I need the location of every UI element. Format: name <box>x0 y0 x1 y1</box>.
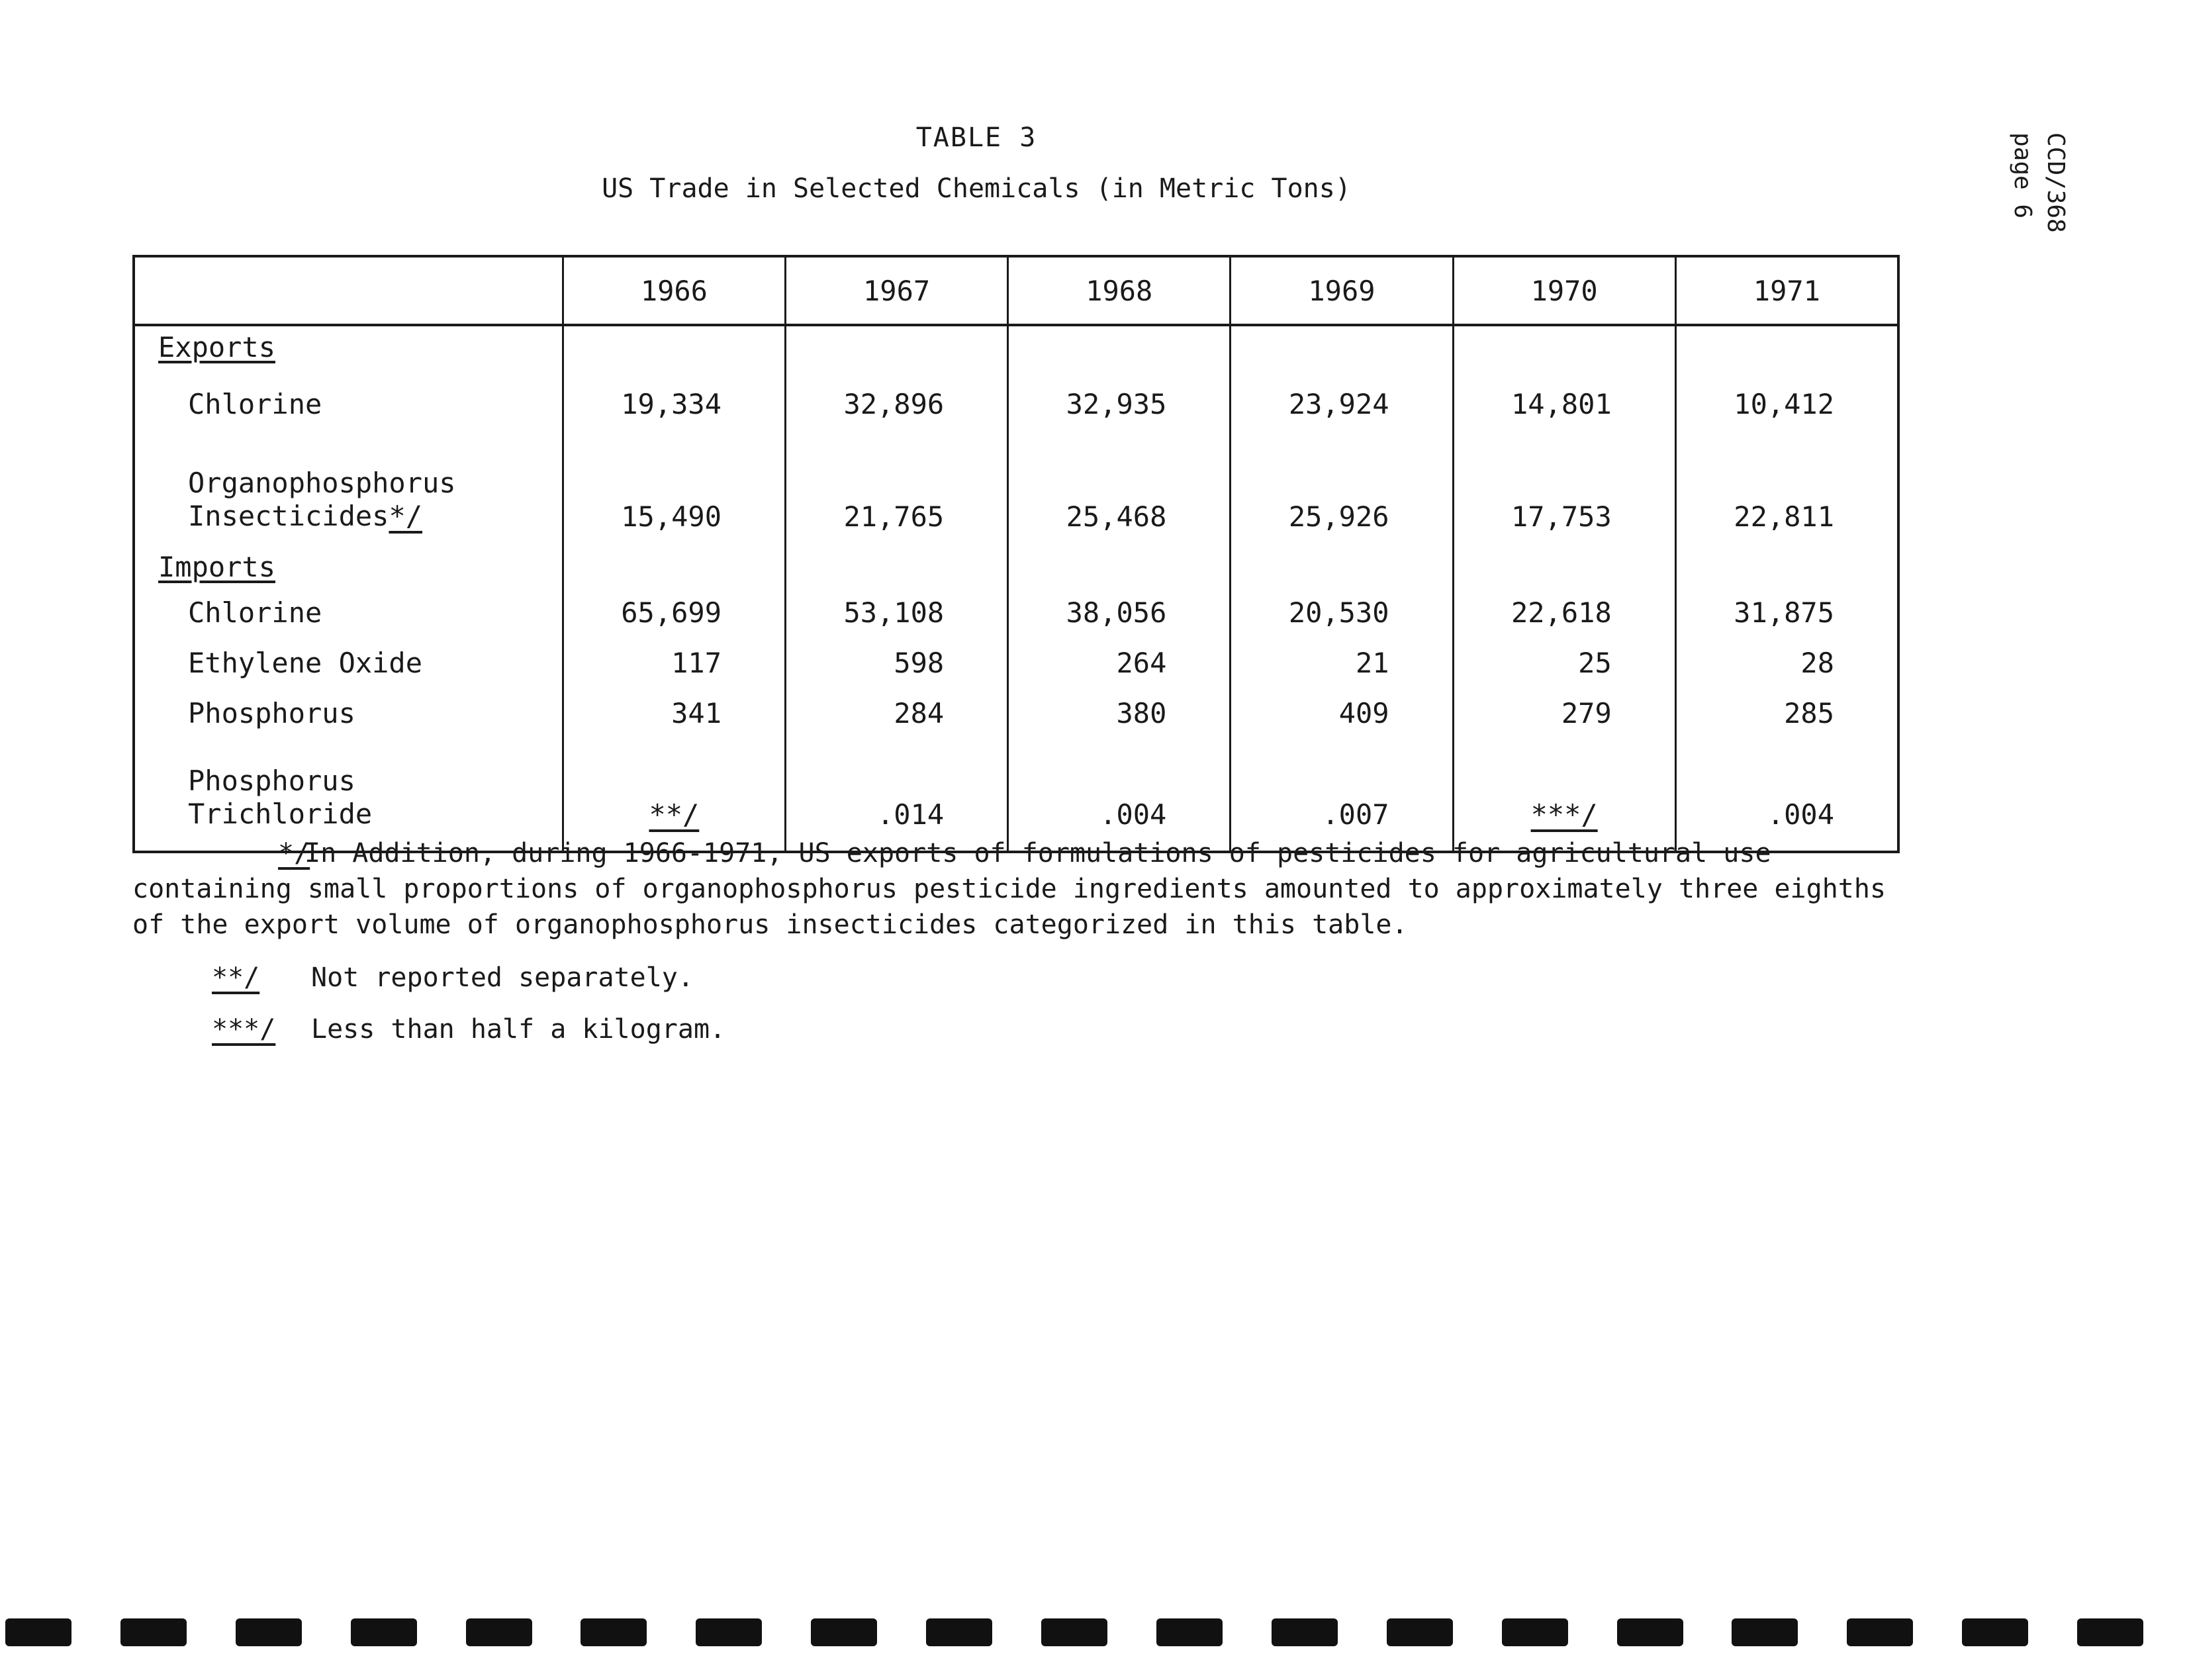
table-row-imports-chlorine <box>134 587 1898 637</box>
footnote-2-text: Not reported separately. <box>311 962 694 993</box>
cell-value: 14,801 <box>1453 367 1675 440</box>
cell-value: 117 <box>563 637 785 688</box>
punch-mark <box>2077 1618 2143 1646</box>
punch-mark <box>1732 1618 1798 1646</box>
punch-mark <box>5 1618 71 1646</box>
table-row-imports-ethylene-oxide <box>134 637 1898 688</box>
punch-hole-strip <box>0 1618 2187 1652</box>
punch-mark <box>811 1618 877 1646</box>
header-year-1970: 1970 <box>1453 256 1675 325</box>
footnote-2-marker: **/ <box>212 962 260 993</box>
cell-value: 17,753 <box>1453 440 1675 546</box>
footnote-1-text: In Addition, during 1966-1971, US exports of formulations of pesticides for agricultural use containing small proportions of organophosphorus pesticide ingredients amounted to approximately three eighths of the export volume of organophosphorus insecticides categorized in this table. <box>132 838 1886 940</box>
cell-value: 598 <box>785 637 1007 688</box>
cell-value: 28 <box>1675 637 1898 688</box>
cell-value: .007 <box>1231 738 1453 852</box>
cell-value: 32,935 <box>1008 367 1231 440</box>
cell-value: 25,926 <box>1231 440 1453 546</box>
punch-mark <box>926 1618 992 1646</box>
punch-mark <box>1617 1618 1683 1646</box>
row-label: Phosphorus Trichloride <box>134 738 563 852</box>
table-row-exports-organophosphorus <box>134 440 1898 546</box>
punch-mark <box>236 1618 302 1646</box>
footnote-2 <box>132 960 1906 996</box>
punch-mark <box>1387 1618 1453 1646</box>
table-header-row <box>134 256 1898 325</box>
table-title: US Trade in Selected Chemicals (in Metric Tons) <box>602 173 1351 204</box>
cell-value: 10,412 <box>1675 367 1898 440</box>
cell-value: 19,334 <box>563 367 785 440</box>
cell-value: 285 <box>1675 688 1898 738</box>
punch-mark <box>1502 1618 1568 1646</box>
footnote-3 <box>132 1011 1906 1047</box>
footnote-marker: */ <box>389 500 423 532</box>
table-row-imports-phosphorus <box>134 688 1898 738</box>
section-heading-exports: Exports <box>134 325 563 367</box>
punch-mark <box>696 1618 762 1646</box>
cell-value: .014 <box>785 738 1007 852</box>
cell-value: 284 <box>785 688 1007 738</box>
punch-mark <box>1962 1618 2028 1646</box>
row-label: Phosphorus <box>134 688 563 738</box>
section-row-exports <box>134 325 1898 367</box>
cell-value: 53,108 <box>785 587 1007 637</box>
cell-value: 22,811 <box>1675 440 1898 546</box>
cell-value: 409 <box>1231 688 1453 738</box>
header-year-1971: 1971 <box>1675 256 1898 325</box>
punch-mark <box>581 1618 647 1646</box>
cell-value: 341 <box>563 688 785 738</box>
cell-value: 65,699 <box>563 587 785 637</box>
cell-value: ***/ <box>1453 738 1675 852</box>
section-row-imports <box>134 546 1898 587</box>
document-code: CCD/368 <box>2042 132 2069 233</box>
cell-value: 23,924 <box>1231 367 1453 440</box>
punch-mark <box>351 1618 417 1646</box>
footnote-1-marker: */ <box>278 838 310 868</box>
cell-value: 279 <box>1453 688 1675 738</box>
header-year-1969: 1969 <box>1231 256 1453 325</box>
punch-mark <box>1272 1618 1338 1646</box>
punch-mark <box>1041 1618 1107 1646</box>
cell-value: 38,056 <box>1008 587 1231 637</box>
cell-value: 32,896 <box>785 367 1007 440</box>
punch-mark <box>1847 1618 1913 1646</box>
punch-mark <box>120 1618 187 1646</box>
page-number: page 6 <box>2009 132 2036 219</box>
header-year-1968: 1968 <box>1008 256 1231 325</box>
cell-value: .004 <box>1675 738 1898 852</box>
footnote-3-text: Less than half a kilogram. <box>311 1014 726 1045</box>
page-identifier <box>1939 132 2072 304</box>
row-label: Chlorine <box>134 587 563 637</box>
footnote-3-marker: ***/ <box>212 1014 276 1045</box>
header-blank-cell <box>134 256 563 325</box>
trade-table <box>132 255 1900 853</box>
cell-value: 25,468 <box>1008 440 1231 546</box>
cell-value: .004 <box>1008 738 1231 852</box>
cell-value: 21,765 <box>785 440 1007 546</box>
header-year-1966: 1966 <box>563 256 785 325</box>
punch-mark <box>466 1618 532 1646</box>
cell-value: **/ <box>563 738 785 852</box>
row-label: Chlorine <box>134 367 563 440</box>
footnote-1 <box>132 835 1906 943</box>
cell-value: 21 <box>1231 637 1453 688</box>
cell-value: 31,875 <box>1675 587 1898 637</box>
cell-value: 380 <box>1008 688 1231 738</box>
table-row-exports-chlorine <box>134 367 1898 440</box>
row-label: Ethylene Oxide <box>134 637 563 688</box>
cell-value: 22,618 <box>1453 587 1675 637</box>
table-label: TABLE 3 <box>915 122 1037 153</box>
footnotes <box>132 835 1906 1063</box>
cell-value: 15,490 <box>563 440 785 546</box>
cell-value: 20,530 <box>1231 587 1453 637</box>
cell-value: 264 <box>1008 637 1231 688</box>
row-label: Organophosphorus Insecticides*/ <box>134 440 563 546</box>
section-heading-imports: Imports <box>134 546 563 587</box>
punch-mark <box>1156 1618 1223 1646</box>
header-year-1967: 1967 <box>785 256 1007 325</box>
cell-value: 25 <box>1453 637 1675 688</box>
